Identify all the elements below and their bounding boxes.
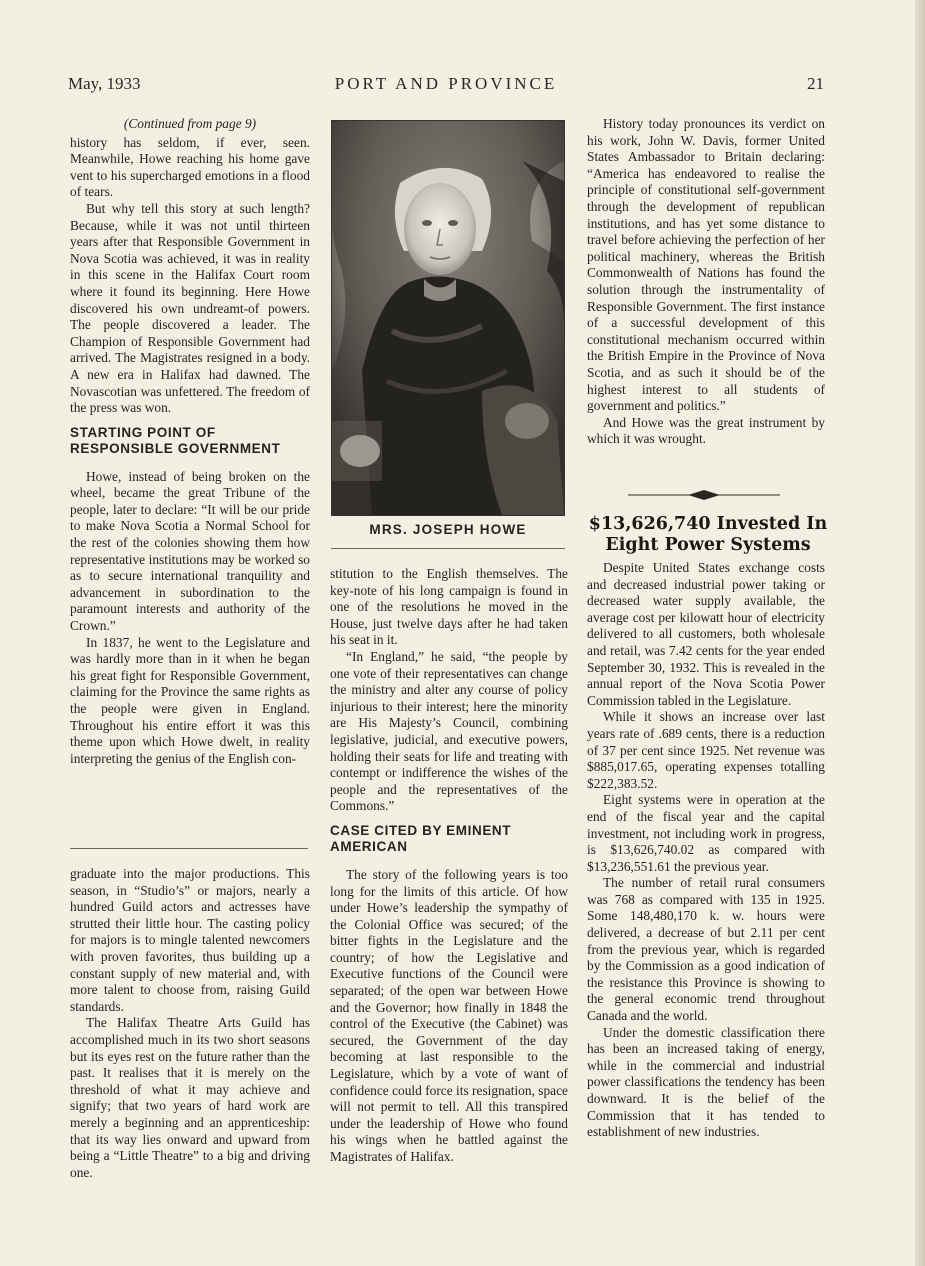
publication-title: PORT AND PROVINCE xyxy=(334,74,558,93)
page-edge xyxy=(915,0,925,1266)
column-2-article xyxy=(330,566,568,1166)
paragraph: The number of retail rural consumers was 768 as compared with 135 in 1925. Some 148,480,170 k. w. hours were delivered, a decrease of but 2.11 per cent from the previous year, which is regarded by the Commission as a good indication of the resistance this Province is showing to the general economic trend throughout Canada and the world. xyxy=(587,875,825,1024)
paragraph: History today pronounces its verdict on his work, John W. Davis, former United States Ambassador to Britain declaring: “America has endeavored to realise the principle of constitutional self-government through the development of republican institutions, and has yet some distance to travel before achieving the perfection of her political machinery, whereas the British Commonwealth of Nations has found the solution through the instrumentality of Responsible Government. The first instance of a successful development of this constitutional mechanism occurred within the British Empire in the Province of Nova Scotia, and as such it should be of the highest interest to all students of government and politics.” xyxy=(587,116,825,414)
column-1-article xyxy=(70,116,310,767)
paragraph: Under the domestic classification there has been an increased taking of energy, while in the commercial and industrial power classifications the tendency has been downward. It is the belief of the Commission that it has tended to establishment of new industries. xyxy=(587,1024,825,1140)
paragraph: graduate into the major productions. This season, in “Studio’s” or majors, nearly a hundred Guild actors and actresses have strutted their little hour. The casting policy for majors is to mingle talented newcomers with proven favorites, thus building up a constant supply of new material and, with more talent to choose from, raising Guild standards. xyxy=(70,866,310,1014)
paragraph: stitution to the English themselves. The key-note of his long campaign is found in one of the resolutions he moved in the House, just twelve days after he had taken his seat in it. xyxy=(330,566,568,648)
column-3-article xyxy=(587,116,825,448)
photo-caption: MRS. JOSEPH HOWE xyxy=(369,522,527,537)
portrait-photo xyxy=(331,120,565,516)
issue-date: May, 1933 xyxy=(68,74,141,93)
paragraph: The Halifax Theatre Arts Guild has accomplished much in its two short seasons but its eyes rest on the future rather than the past. It realises that it is merely on the threshold of what it may achieve and signify; that two years of hard work are merely a beginning and an apprenticeship: that its way lies onward and upward from being a “Little Theatre” to a big and driving one. xyxy=(70,1015,310,1180)
paragraph: Eight systems were in operation at the end of the fiscal year and the capital investment, not including work in progress, is $13,626,740.02 as compared with $13,236,551.61 the previous year. xyxy=(587,792,825,874)
portrait-image xyxy=(332,121,564,515)
paragraph: And Howe was the great instrument by which it was wrought. xyxy=(587,414,825,447)
paragraph: In 1837, he went to the Legislature and was hardly more than in it when he began his great fight for Responsible Government, claiming for the Province the same rights as the people were given in England. Throughout his entire effort it was this theme upon which Howe dwelt, in reality interpreting the genius of the English con- xyxy=(70,634,310,766)
column-3-power-article xyxy=(587,560,825,1141)
column-1-theatre-article xyxy=(70,866,310,1181)
paragraph: While it shows an increase over last years rate of .689 cents, there is a reduction of 37 per cent since 1925. Net revenue was $885,017.65, operating expenses totalling $222,383.52. xyxy=(587,709,825,791)
section-heading: STARTING POINT OF RESPONSIBLE GOVERNMENT xyxy=(70,424,281,456)
paragraph: Howe, instead of being broken on the wheel, became the great Tribune of the people, later to declare: “It will be our pride to make Nova Scotia a Normal School for the rest of the colonies showing them how representative institutions may be worked so as to secure international tranquility and advancement in subordination to the paramount interests and authority of the Crown.” xyxy=(70,468,310,634)
paragraph: But why tell this story at such length? Because, while it was not until thirteen years after that Responsible Government in Nova Scotia was achieved, it was in reality in this scene in the Halifax Court room where it found its beginning. Here Howe discovered his own undreamt-of powers. The people discovered a leader. The Champion of Responsible Government had arrived. The Magistrates resigned in a body. A new era in Halifax had dawned. The Novascotian was unfettered. The freedom of the press was won. xyxy=(70,200,310,416)
section-heading: CASE CITED BY EMINENT AMERICAN xyxy=(330,822,512,854)
running-head xyxy=(68,74,824,96)
article-headline: $13,626,740 Invested In Eight Power Systems xyxy=(588,514,828,555)
ornament-divider xyxy=(628,489,780,501)
column-divider xyxy=(70,848,308,849)
continued-note: (Continued from page 9) xyxy=(123,116,257,131)
paragraph: The story of the following years is too long for the limits of this article. Of how under Howe’s leadership the sympathy of the Colonial Office was secured; of the bitter fights in the Legislature and the country; of how the Legislative and Executive functions of the Council were separated; of the open war between Howe and the Governor; how finally in 1848 the control of the Executive (the Cabinet) was secured, the Government of the day becoming at last responsible to the Legislature, which by a vote of want of confidence could force its resignation, space will not permit to tell. All this transpired under the leadership of Howe who found his wings when he battled against the Magistrates of Halifax. xyxy=(330,866,568,1164)
paragraph: history has seldom, if ever, seen. Meanwhile, Howe reaching his home gave vent to his supercharged emotions in a flood of tears. xyxy=(70,134,310,200)
caption-rule xyxy=(331,548,565,549)
page-number: 21 xyxy=(807,74,824,93)
paragraph: “In England,” he said, “the people by one vote of their representatives can change the ministry and alter any course of policy injurious to their interest; here the minority are His Majesty’s Council, combining legislative, judicial, and executive powers, holding their seats for life and treating with contempt or indifference the wishes of the people and the representatives of the Commons.” xyxy=(330,648,568,814)
paragraph: Despite United States exchange costs and decreased industrial power taking or decreased water supply available, the average cost per kilowatt hour of electricity delivered to all customers, both wholesale and retail, was 7.42 cents for the year ended September 30, 1932. This is revealed in the annual report of the Nova Scotia Power Commission tabled in the Legislature. xyxy=(587,560,825,708)
